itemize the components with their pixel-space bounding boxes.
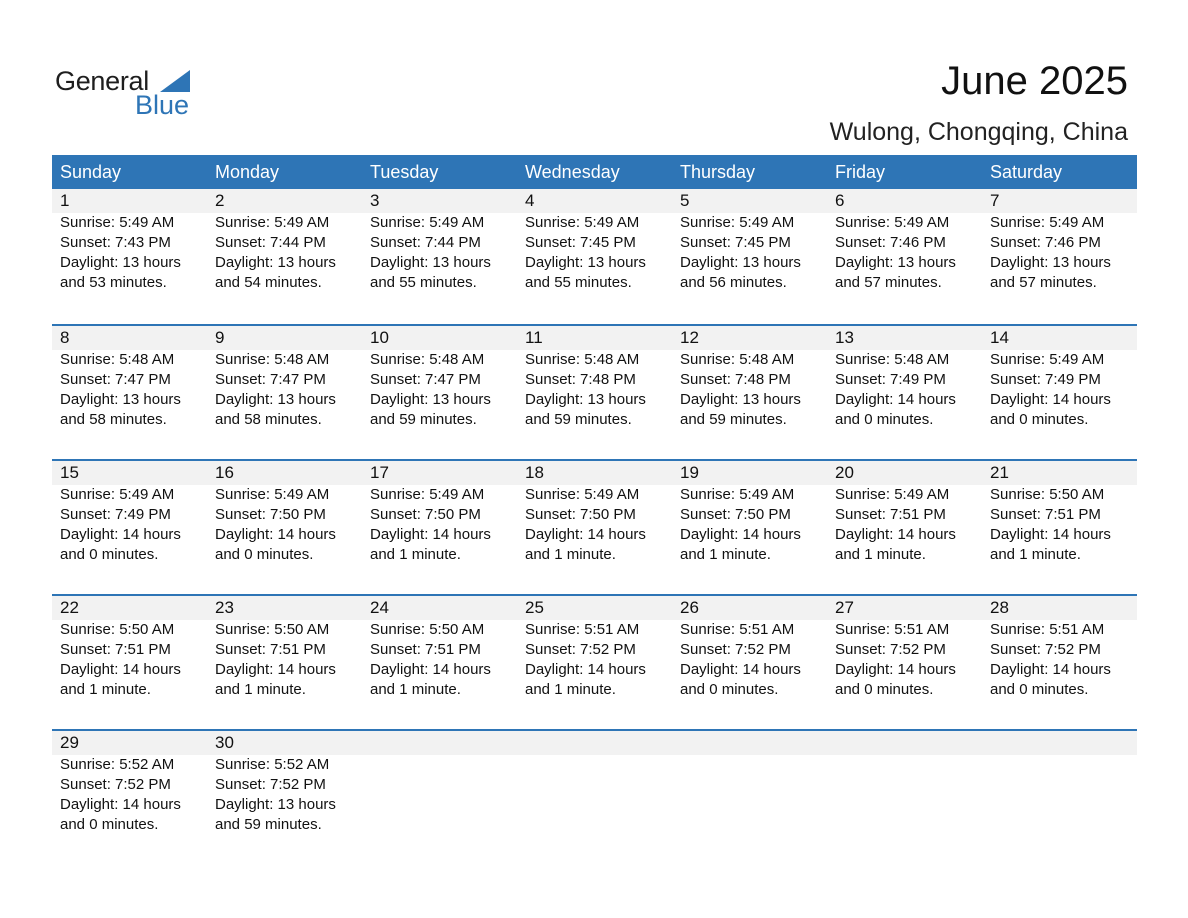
daylight-minutes: and 0 minutes.	[680, 681, 779, 698]
daylight-minutes: and 1 minute.	[215, 681, 306, 698]
daylight-minutes: and 57 minutes.	[990, 274, 1097, 291]
location-subtitle: Wulong, Chongqing, China	[829, 118, 1128, 146]
day-number: 7	[990, 191, 1000, 210]
sunrise-time: Sunrise: 5:49 AM	[680, 486, 795, 503]
logo-blue-text: Blue	[135, 90, 190, 120]
brand-logo	[55, 66, 205, 118]
daylight-minutes: and 1 minute.	[370, 681, 461, 698]
sunrise-time: Sunrise: 5:51 AM	[835, 621, 950, 638]
sunrise-time: Sunrise: 5:48 AM	[215, 351, 330, 368]
daylight-minutes: and 54 minutes.	[215, 274, 322, 291]
daylight-minutes: and 59 minutes.	[680, 411, 787, 428]
sunset-time: Sunset: 7:50 PM	[215, 506, 326, 523]
week-row	[52, 459, 1137, 594]
day-cell	[362, 731, 517, 835]
week-cells	[52, 326, 1137, 430]
sunset-time: Sunset: 7:47 PM	[60, 371, 171, 388]
sunset-time: Sunset: 7:49 PM	[990, 371, 1101, 388]
sunrise-time: Sunrise: 5:48 AM	[370, 351, 485, 368]
day-number: 2	[215, 191, 225, 210]
sunset-time: Sunset: 7:50 PM	[370, 506, 481, 523]
sunset-time: Sunset: 7:47 PM	[370, 371, 481, 388]
day-cell	[207, 596, 362, 700]
sunset-time: Sunset: 7:48 PM	[680, 371, 791, 388]
logo-triangle-icon	[160, 70, 190, 92]
sunset-time: Sunset: 7:44 PM	[370, 234, 481, 251]
calendar-grid	[52, 155, 1137, 864]
week-row	[52, 729, 1137, 864]
sunrise-time: Sunrise: 5:48 AM	[60, 351, 175, 368]
day-number	[835, 731, 982, 755]
daylight-minutes: and 1 minute.	[525, 546, 616, 563]
daylight-minutes: and 0 minutes.	[990, 411, 1089, 428]
sunset-time: Sunset: 7:45 PM	[680, 234, 791, 251]
day-number: 24	[370, 598, 389, 617]
daylight-hours: Daylight: 14 hours	[680, 661, 801, 678]
day-cell	[827, 326, 982, 430]
week-cells	[52, 189, 1137, 293]
week-cells	[52, 596, 1137, 700]
day-cell	[52, 326, 207, 430]
daylight-minutes: and 1 minute.	[525, 681, 616, 698]
sunset-time: Sunset: 7:46 PM	[835, 234, 946, 251]
day-number: 28	[990, 598, 1009, 617]
daylight-hours: Daylight: 14 hours	[60, 796, 181, 813]
sunset-time: Sunset: 7:51 PM	[60, 641, 171, 658]
daylight-minutes: and 59 minutes.	[525, 411, 632, 428]
sunrise-time: Sunrise: 5:49 AM	[215, 486, 330, 503]
sunrise-time: Sunrise: 5:49 AM	[835, 214, 950, 231]
day-cell	[362, 326, 517, 430]
sunset-time: Sunset: 7:50 PM	[680, 506, 791, 523]
daylight-hours: Daylight: 14 hours	[835, 661, 956, 678]
sunrise-time: Sunrise: 5:48 AM	[835, 351, 950, 368]
daylight-hours: Daylight: 14 hours	[990, 391, 1111, 408]
sunrise-time: Sunrise: 5:49 AM	[680, 214, 795, 231]
day-cell	[207, 461, 362, 565]
daylight-hours: Daylight: 14 hours	[525, 526, 646, 543]
day-number: 30	[215, 733, 234, 752]
sunrise-time: Sunrise: 5:49 AM	[60, 214, 175, 231]
daylight-hours: Daylight: 13 hours	[680, 254, 801, 271]
day-number: 10	[370, 328, 389, 347]
day-cell	[362, 461, 517, 565]
day-cell	[52, 189, 207, 293]
daylight-hours: Daylight: 13 hours	[370, 391, 491, 408]
week-cells	[52, 461, 1137, 565]
day-cell	[362, 596, 517, 700]
day-number: 12	[680, 328, 699, 347]
daylight-hours: Daylight: 14 hours	[370, 661, 491, 678]
weekday-header	[52, 155, 1137, 189]
day-cell	[827, 189, 982, 293]
daylight-minutes: and 0 minutes.	[215, 546, 314, 563]
sunrise-time: Sunrise: 5:48 AM	[525, 351, 640, 368]
sunset-time: Sunset: 7:51 PM	[835, 506, 946, 523]
day-cell	[207, 326, 362, 430]
sunset-time: Sunset: 7:52 PM	[215, 776, 326, 793]
sunrise-time: Sunrise: 5:52 AM	[60, 756, 175, 773]
sunset-time: Sunset: 7:47 PM	[215, 371, 326, 388]
day-number: 1	[60, 191, 70, 210]
day-cell	[827, 461, 982, 565]
day-number: 13	[835, 328, 854, 347]
daylight-minutes: and 0 minutes.	[990, 681, 1089, 698]
day-cell	[517, 189, 672, 293]
day-cell	[207, 731, 362, 835]
weekday-tuesday: Tuesday	[370, 162, 439, 182]
sunrise-time: Sunrise: 5:52 AM	[215, 756, 330, 773]
week-row	[52, 324, 1137, 459]
day-number: 26	[680, 598, 699, 617]
week-cells	[52, 731, 1137, 835]
day-number: 19	[680, 463, 699, 482]
daylight-hours: Daylight: 14 hours	[835, 526, 956, 543]
day-number: 4	[525, 191, 535, 210]
day-number	[370, 731, 517, 755]
daylight-minutes: and 59 minutes.	[370, 411, 477, 428]
daylight-minutes: and 57 minutes.	[835, 274, 942, 291]
sunrise-time: Sunrise: 5:49 AM	[370, 486, 485, 503]
daylight-hours: Daylight: 13 hours	[60, 391, 181, 408]
day-number	[990, 731, 1137, 755]
sunrise-time: Sunrise: 5:51 AM	[990, 621, 1105, 638]
day-cell	[982, 596, 1137, 700]
daylight-minutes: and 1 minute.	[680, 546, 771, 563]
day-number	[680, 731, 827, 755]
day-cell	[362, 189, 517, 293]
weekday-friday: Friday	[835, 162, 886, 182]
daylight-minutes: and 1 minute.	[60, 681, 151, 698]
day-number: 9	[215, 328, 225, 347]
weekday-wednesday: Wednesday	[525, 162, 620, 182]
daylight-hours: Daylight: 13 hours	[370, 254, 491, 271]
daylight-hours: Daylight: 14 hours	[215, 526, 336, 543]
day-cell	[672, 461, 827, 565]
sunset-time: Sunset: 7:45 PM	[525, 234, 636, 251]
day-cell	[827, 731, 982, 835]
day-cell	[982, 461, 1137, 565]
daylight-hours: Daylight: 13 hours	[215, 391, 336, 408]
daylight-minutes: and 1 minute.	[835, 546, 926, 563]
sunrise-time: Sunrise: 5:49 AM	[990, 214, 1105, 231]
daylight-minutes: and 56 minutes.	[680, 274, 787, 291]
week-row	[52, 594, 1137, 729]
daylight-hours: Daylight: 14 hours	[990, 661, 1111, 678]
sunrise-time: Sunrise: 5:49 AM	[60, 486, 175, 503]
day-cell	[517, 326, 672, 430]
day-cell	[207, 189, 362, 293]
day-cell	[982, 731, 1137, 835]
day-number	[525, 731, 672, 755]
sunrise-time: Sunrise: 5:50 AM	[990, 486, 1105, 503]
daylight-hours: Daylight: 14 hours	[835, 391, 956, 408]
sunset-time: Sunset: 7:50 PM	[525, 506, 636, 523]
daylight-hours: Daylight: 13 hours	[215, 796, 336, 813]
day-number: 8	[60, 328, 70, 347]
day-number: 3	[370, 191, 380, 210]
daylight-hours: Daylight: 13 hours	[215, 254, 336, 271]
page-title: June 2025	[941, 59, 1128, 103]
daylight-hours: Daylight: 14 hours	[370, 526, 491, 543]
sunrise-time: Sunrise: 5:48 AM	[680, 351, 795, 368]
day-number: 18	[525, 463, 544, 482]
day-number: 17	[370, 463, 389, 482]
daylight-hours: Daylight: 13 hours	[60, 254, 181, 271]
day-number: 22	[60, 598, 79, 617]
daylight-minutes: and 55 minutes.	[525, 274, 632, 291]
week-row	[52, 189, 1137, 324]
day-cell	[517, 596, 672, 700]
day-number: 14	[990, 328, 1009, 347]
sunset-time: Sunset: 7:49 PM	[60, 506, 171, 523]
sunrise-time: Sunrise: 5:51 AM	[680, 621, 795, 638]
sunset-time: Sunset: 7:51 PM	[370, 641, 481, 658]
day-cell	[672, 189, 827, 293]
day-cell	[517, 731, 672, 835]
sunset-time: Sunset: 7:52 PM	[60, 776, 171, 793]
day-number: 25	[525, 598, 544, 617]
day-cell	[52, 596, 207, 700]
daylight-minutes: and 59 minutes.	[215, 816, 322, 833]
sunrise-time: Sunrise: 5:49 AM	[215, 214, 330, 231]
sunrise-time: Sunrise: 5:51 AM	[525, 621, 640, 638]
weeks-container	[52, 189, 1137, 864]
day-cell	[982, 326, 1137, 430]
day-cell	[982, 189, 1137, 293]
sunset-time: Sunset: 7:52 PM	[990, 641, 1101, 658]
sunrise-time: Sunrise: 5:50 AM	[215, 621, 330, 638]
sunrise-time: Sunrise: 5:50 AM	[60, 621, 175, 638]
day-number: 29	[60, 733, 79, 752]
daylight-minutes: and 1 minute.	[370, 546, 461, 563]
sunrise-time: Sunrise: 5:50 AM	[370, 621, 485, 638]
daylight-minutes: and 1 minute.	[990, 546, 1081, 563]
day-number: 11	[525, 328, 543, 347]
sunset-time: Sunset: 7:52 PM	[680, 641, 791, 658]
weekday-thursday: Thursday	[680, 162, 756, 182]
sunset-time: Sunset: 7:44 PM	[215, 234, 326, 251]
daylight-minutes: and 0 minutes.	[60, 546, 159, 563]
day-number: 15	[60, 463, 79, 482]
daylight-minutes: and 0 minutes.	[835, 681, 934, 698]
daylight-minutes: and 58 minutes.	[60, 411, 167, 428]
sunset-time: Sunset: 7:52 PM	[835, 641, 946, 658]
sunset-time: Sunset: 7:49 PM	[835, 371, 946, 388]
daylight-hours: Daylight: 14 hours	[215, 661, 336, 678]
day-cell	[672, 326, 827, 430]
sunset-time: Sunset: 7:51 PM	[990, 506, 1101, 523]
day-cell	[52, 731, 207, 835]
day-cell	[827, 596, 982, 700]
day-cell	[52, 461, 207, 565]
daylight-hours: Daylight: 13 hours	[680, 391, 801, 408]
day-number: 20	[835, 463, 854, 482]
day-number: 21	[990, 463, 1009, 482]
day-cell	[672, 731, 827, 835]
weekday-monday: Monday	[215, 162, 280, 182]
sunset-time: Sunset: 7:43 PM	[60, 234, 171, 251]
day-number: 6	[835, 191, 845, 210]
daylight-minutes: and 55 minutes.	[370, 274, 477, 291]
day-cell	[672, 596, 827, 700]
daylight-hours: Daylight: 13 hours	[525, 254, 646, 271]
sunrise-time: Sunrise: 5:49 AM	[990, 351, 1105, 368]
daylight-hours: Daylight: 13 hours	[525, 391, 646, 408]
daylight-hours: Daylight: 13 hours	[990, 254, 1111, 271]
daylight-hours: Daylight: 14 hours	[525, 661, 646, 678]
daylight-minutes: and 0 minutes.	[835, 411, 934, 428]
day-number: 27	[835, 598, 854, 617]
daylight-hours: Daylight: 13 hours	[835, 254, 956, 271]
daylight-minutes: and 0 minutes.	[60, 816, 159, 833]
sunrise-time: Sunrise: 5:49 AM	[525, 486, 640, 503]
day-number: 16	[215, 463, 234, 482]
sunrise-time: Sunrise: 5:49 AM	[370, 214, 485, 231]
sunset-time: Sunset: 7:48 PM	[525, 371, 636, 388]
sunrise-time: Sunrise: 5:49 AM	[835, 486, 950, 503]
sunset-time: Sunset: 7:52 PM	[525, 641, 636, 658]
daylight-minutes: and 53 minutes.	[60, 274, 167, 291]
daylight-hours: Daylight: 14 hours	[60, 526, 181, 543]
sunset-time: Sunset: 7:51 PM	[215, 641, 326, 658]
sunset-time: Sunset: 7:46 PM	[990, 234, 1101, 251]
daylight-hours: Daylight: 14 hours	[680, 526, 801, 543]
weekday-saturday: Saturday	[990, 162, 1063, 182]
logo-general-text: General	[55, 66, 149, 96]
daylight-hours: Daylight: 14 hours	[990, 526, 1111, 543]
weekday-sunday: Sunday	[60, 162, 122, 182]
day-cell	[517, 461, 672, 565]
daylight-minutes: and 58 minutes.	[215, 411, 322, 428]
day-number: 5	[680, 191, 690, 210]
daylight-hours: Daylight: 14 hours	[60, 661, 181, 678]
sunrise-time: Sunrise: 5:49 AM	[525, 214, 640, 231]
day-number: 23	[215, 598, 234, 617]
